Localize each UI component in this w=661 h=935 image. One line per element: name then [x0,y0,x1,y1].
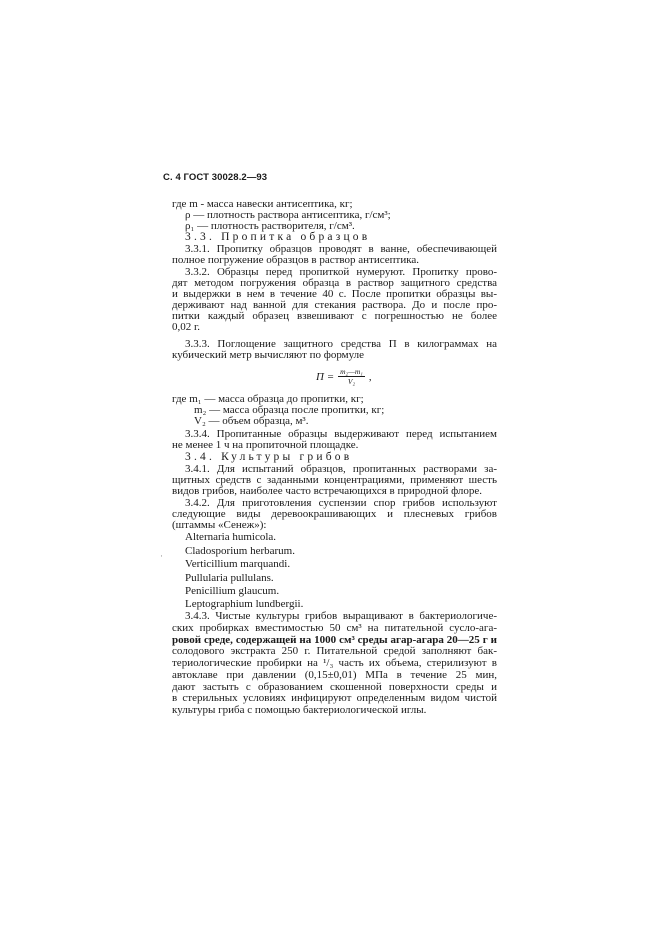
species-item: Leptographium lundbergii. [185,598,304,610]
formula-lhs: П = [316,370,335,383]
definition-line: где m - масса навески антисептика, кг; [172,198,353,210]
paragraph-line: культуры гриба с помощью бактериологической иглы. [172,704,427,716]
definition-line: m₂ — масса образца после пропитки, кг; [194,404,385,416]
paragraph-line: 3.3.2. Образцы перед пропиткой нумеруют. Пропитку прово- [185,266,497,278]
paragraph-line: следующие виды деревоокрашивающих и плесневых грибов [172,508,497,520]
scan-mark: · [160,551,163,561]
paragraph-line: видов грибов, наиболее часто встречающихся в природной флоре. [172,485,483,497]
species-item: Alternaria humicola. [185,531,277,543]
paragraph-line: териологические пробирки на ¹/₃ часть их объема, стерилизуют в [172,657,497,669]
species-item: Penicillium glaucum. [185,585,280,597]
section-title-3-3: 3.3. Пропитка образцов [185,231,371,243]
paragraph-line: 3.4.3. Чистые культуры грибов выращивают в бактериологиче- [185,610,497,622]
paragraph-line: ских пробирках вместимостью 50 см³ на питательной сусло-ага- [172,622,497,634]
paragraph-line: 3.3.3. Поглощение защитного средства П в килограммах на [185,338,497,350]
paragraph-line: 3.4.2. Для приготовления суспензии спор грибов используют [185,497,497,509]
paragraph-line: 3.4.1. Для испытаний образцов, пропитанных растворами за- [185,463,497,475]
absorption-formula [316,367,372,386]
species-item: Pullularia pullulans. [185,572,274,584]
paragraph-line: и выдержки в нем в течение 40 с. После пропитки образцы вы- [172,288,497,300]
paragraph-line: 3.3.4. Пропитанные образцы выдерживают перед испытанием [185,428,497,440]
paragraph-line: не менее 1 ч на пропиточной площадке. [172,439,359,451]
paragraph-line: щитных средств с заданными концентрациями, применяют шесть [172,474,497,486]
paragraph-line: полное погружение образцов в раствор антисептика. [172,254,420,266]
formula-numerator: m₂—m₁ [340,367,363,376]
paragraph-line: (штаммы «Сенеж»): [172,519,267,531]
formula-trail: , [368,370,372,383]
species-item: Verticillium marquandi. [185,558,291,570]
paragraph-line: 3.3.1. Пропитку образцов проводят в ванне, обеспечивающей [185,243,497,255]
section-title-3-4: 3.4. Культуры грибов [185,451,353,463]
paragraph-line: кубический метр вычисляют по формуле [172,349,365,361]
definition-line: где m₁ — масса образца до пропитки, кг; [172,393,364,405]
species-item: Cladosporium herbarum. [185,545,295,557]
page-header: С. 4 ГОСТ 30028.2—93 [163,172,268,183]
formula-denominator: V₂ [347,377,356,386]
paragraph-line: 0,02 г. [172,321,201,333]
paragraph-line: в стерильных условиях инфицируют определенным видом чистой [172,692,497,704]
definition-line: V₂ — объем образца, м³. [194,415,309,427]
paragraph-line: дают застыть с образованием скошенной поверхности среды и [172,681,497,693]
formula-fraction [338,367,365,386]
paragraph-line: солодового экстракта 250 г. Питательной средой заполняют бак- [172,645,497,657]
paragraph-line: ровой среде, содержащей на 1000 см³ среды агар-агара 20—25 г и [172,634,497,646]
paragraph-line: держивают над ванной для стекания раствора. До и после про- [172,299,497,311]
definition-line: ρ — плотность раствора антисептика, г/см³; [185,209,391,221]
paragraph-line: дят методом погружения образца в раствор защитного средства [172,277,497,289]
definition-line: ρ₁ — плотность растворителя, г/см³. [185,220,355,232]
paragraph-line: автоклаве при давлении (0,15±0,01) МПа в течение 25 мин, [172,669,497,681]
paragraph-line: питки каждый образец взвешивают с погрешностью не более [172,310,497,322]
